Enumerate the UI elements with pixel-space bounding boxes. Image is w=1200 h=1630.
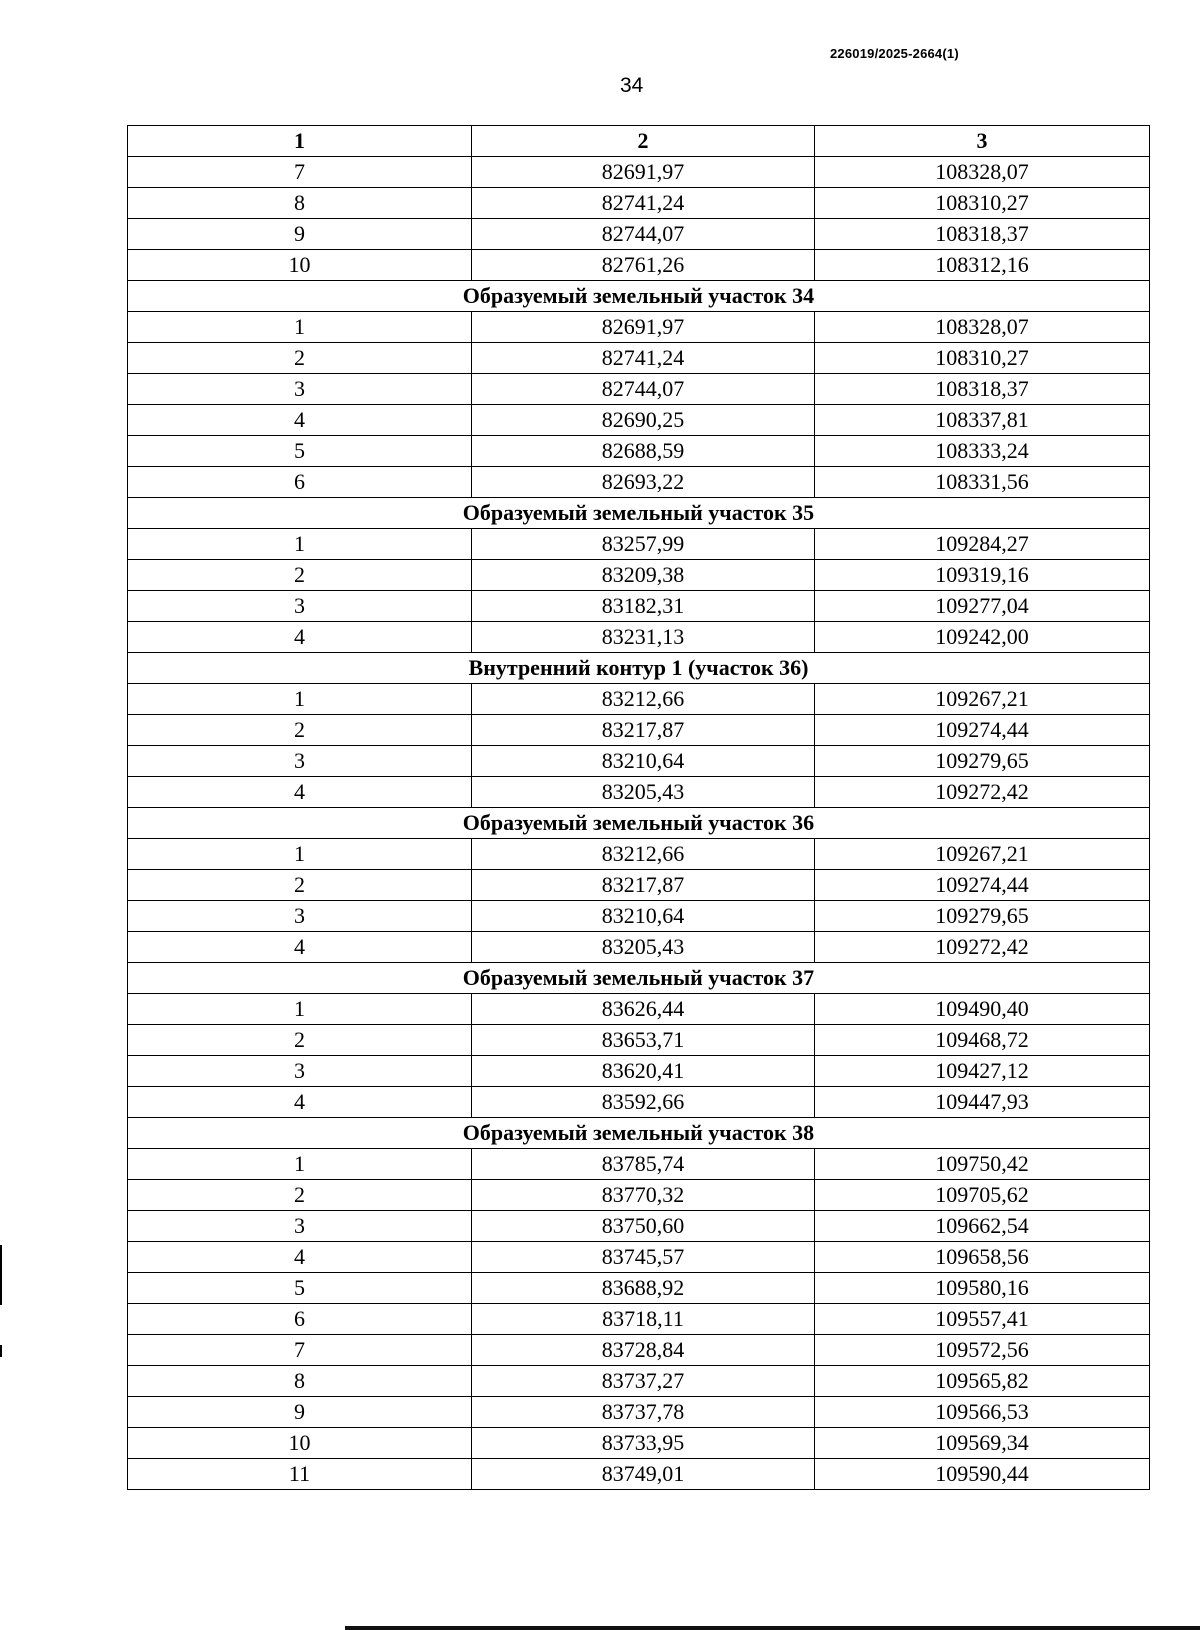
section-row bbox=[128, 963, 1150, 994]
point-number-cell: 1 bbox=[128, 994, 472, 1025]
table-row bbox=[128, 188, 1150, 219]
x-coordinate-cell: 83257,99 bbox=[472, 529, 815, 560]
y-coordinate-cell: 109242,00 bbox=[815, 622, 1150, 653]
x-coordinate-cell: 83688,92 bbox=[472, 1273, 815, 1304]
x-coordinate-cell: 82761,26 bbox=[472, 250, 815, 281]
point-number-cell: 1 bbox=[128, 684, 472, 715]
point-number-cell: 3 bbox=[128, 374, 472, 405]
y-coordinate-cell: 109274,44 bbox=[815, 715, 1150, 746]
x-coordinate-cell: 82741,24 bbox=[472, 188, 815, 219]
table-row bbox=[128, 1459, 1150, 1490]
y-coordinate-cell: 108337,81 bbox=[815, 405, 1150, 436]
point-number-cell: 10 bbox=[128, 1428, 472, 1459]
y-coordinate-cell: 109447,93 bbox=[815, 1087, 1150, 1118]
x-coordinate-cell: 83209,38 bbox=[472, 560, 815, 591]
point-number-cell: 5 bbox=[128, 436, 472, 467]
point-number-cell: 1 bbox=[128, 312, 472, 343]
y-coordinate-cell: 109750,42 bbox=[815, 1149, 1150, 1180]
y-coordinate-cell: 109277,04 bbox=[815, 591, 1150, 622]
point-number-cell: 7 bbox=[128, 157, 472, 188]
point-number-cell: 8 bbox=[128, 188, 472, 219]
point-number-cell: 1 bbox=[128, 1149, 472, 1180]
x-coordinate-cell: 83205,43 bbox=[472, 777, 815, 808]
table-row bbox=[128, 932, 1150, 963]
table-body bbox=[128, 157, 1150, 1490]
point-number-cell: 2 bbox=[128, 343, 472, 374]
section-title: Образуемый земельный участок 37 bbox=[128, 963, 1150, 994]
x-coordinate-cell: 83749,01 bbox=[472, 1459, 815, 1490]
document-registration-number: 226019/2025-2664(1) bbox=[830, 46, 959, 61]
x-coordinate-cell: 83212,66 bbox=[472, 684, 815, 715]
point-number-cell: 4 bbox=[128, 1242, 472, 1273]
x-coordinate-cell: 82741,24 bbox=[472, 343, 815, 374]
x-coordinate-cell: 83210,64 bbox=[472, 746, 815, 777]
section-title: Образуемый земельный участок 34 bbox=[128, 281, 1150, 312]
x-coordinate-cell: 83785,74 bbox=[472, 1149, 815, 1180]
table-row bbox=[128, 1025, 1150, 1056]
y-coordinate-cell: 108328,07 bbox=[815, 157, 1150, 188]
section-title: Образуемый земельный участок 36 bbox=[128, 808, 1150, 839]
y-coordinate-cell: 109279,65 bbox=[815, 746, 1150, 777]
y-coordinate-cell: 109557,41 bbox=[815, 1304, 1150, 1335]
x-coordinate-cell: 83212,66 bbox=[472, 839, 815, 870]
point-number-cell: 4 bbox=[128, 405, 472, 436]
page-number: 34 bbox=[620, 74, 644, 97]
y-coordinate-cell: 109569,34 bbox=[815, 1428, 1150, 1459]
y-coordinate-cell: 109580,16 bbox=[815, 1273, 1150, 1304]
point-number-cell: 3 bbox=[128, 901, 472, 932]
coordinates-table bbox=[127, 125, 1150, 1490]
x-coordinate-cell: 83737,27 bbox=[472, 1366, 815, 1397]
x-coordinate-cell: 83728,84 bbox=[472, 1335, 815, 1366]
table-row bbox=[128, 1211, 1150, 1242]
x-coordinate-cell: 83217,87 bbox=[472, 870, 815, 901]
y-coordinate-cell: 108318,37 bbox=[815, 219, 1150, 250]
x-coordinate-cell: 83205,43 bbox=[472, 932, 815, 963]
point-number-cell: 4 bbox=[128, 1087, 472, 1118]
table-row bbox=[128, 312, 1150, 343]
table-row bbox=[128, 870, 1150, 901]
point-number-cell: 2 bbox=[128, 1180, 472, 1211]
table-row bbox=[128, 374, 1150, 405]
x-coordinate-cell: 83231,13 bbox=[472, 622, 815, 653]
column-header-point-number: 1 bbox=[128, 126, 472, 157]
x-coordinate-cell: 83733,95 bbox=[472, 1428, 815, 1459]
scan-edge-mark bbox=[0, 1245, 2, 1305]
x-coordinate-cell: 83592,66 bbox=[472, 1087, 815, 1118]
y-coordinate-cell: 109565,82 bbox=[815, 1366, 1150, 1397]
y-coordinate-cell: 109490,40 bbox=[815, 994, 1150, 1025]
scan-bottom-edge bbox=[345, 1626, 1200, 1630]
x-coordinate-cell: 83737,78 bbox=[472, 1397, 815, 1428]
table-row bbox=[128, 746, 1150, 777]
table-row bbox=[128, 1273, 1150, 1304]
table-row bbox=[128, 994, 1150, 1025]
section-title: Образуемый земельный участок 35 bbox=[128, 498, 1150, 529]
section-row bbox=[128, 281, 1150, 312]
y-coordinate-cell: 109566,53 bbox=[815, 1397, 1150, 1428]
table-row bbox=[128, 777, 1150, 808]
table-row bbox=[128, 157, 1150, 188]
point-number-cell: 5 bbox=[128, 1273, 472, 1304]
table-row bbox=[128, 405, 1150, 436]
y-coordinate-cell: 109658,56 bbox=[815, 1242, 1150, 1273]
x-coordinate-cell: 83718,11 bbox=[472, 1304, 815, 1335]
x-coordinate-cell: 82744,07 bbox=[472, 219, 815, 250]
table-row bbox=[128, 1056, 1150, 1087]
y-coordinate-cell: 109662,54 bbox=[815, 1211, 1150, 1242]
table-row bbox=[128, 1397, 1150, 1428]
table-row bbox=[128, 1149, 1150, 1180]
point-number-cell: 6 bbox=[128, 467, 472, 498]
x-coordinate-cell: 83217,87 bbox=[472, 715, 815, 746]
y-coordinate-cell: 109468,72 bbox=[815, 1025, 1150, 1056]
table-row bbox=[128, 1428, 1150, 1459]
table-row bbox=[128, 560, 1150, 591]
table-row bbox=[128, 901, 1150, 932]
x-coordinate-cell: 83653,71 bbox=[472, 1025, 815, 1056]
x-coordinate-cell: 82688,59 bbox=[472, 436, 815, 467]
y-coordinate-cell: 108328,07 bbox=[815, 312, 1150, 343]
table-row bbox=[128, 529, 1150, 560]
table-row bbox=[128, 1335, 1150, 1366]
point-number-cell: 3 bbox=[128, 1211, 472, 1242]
y-coordinate-cell: 108312,16 bbox=[815, 250, 1150, 281]
table-row bbox=[128, 1180, 1150, 1211]
table-row bbox=[128, 1242, 1150, 1273]
y-coordinate-cell: 109272,42 bbox=[815, 932, 1150, 963]
table-row bbox=[128, 250, 1150, 281]
table-row bbox=[128, 839, 1150, 870]
section-row bbox=[128, 1118, 1150, 1149]
y-coordinate-cell: 109272,42 bbox=[815, 777, 1150, 808]
y-coordinate-cell: 108333,24 bbox=[815, 436, 1150, 467]
column-header-y: 3 bbox=[815, 126, 1150, 157]
point-number-cell: 1 bbox=[128, 839, 472, 870]
x-coordinate-cell: 82691,97 bbox=[472, 157, 815, 188]
table-row bbox=[128, 1366, 1150, 1397]
y-coordinate-cell: 109319,16 bbox=[815, 560, 1150, 591]
table-row bbox=[128, 684, 1150, 715]
y-coordinate-cell: 109267,21 bbox=[815, 839, 1150, 870]
x-coordinate-cell: 82693,22 bbox=[472, 467, 815, 498]
point-number-cell: 2 bbox=[128, 560, 472, 591]
scan-edge-mark bbox=[0, 1345, 2, 1357]
section-row bbox=[128, 653, 1150, 684]
section-row bbox=[128, 808, 1150, 839]
x-coordinate-cell: 83770,32 bbox=[472, 1180, 815, 1211]
point-number-cell: 4 bbox=[128, 622, 472, 653]
y-coordinate-cell: 108310,27 bbox=[815, 343, 1150, 374]
point-number-cell: 4 bbox=[128, 932, 472, 963]
section-title: Внутренний контур 1 (участок 36) bbox=[128, 653, 1150, 684]
x-coordinate-cell: 82691,97 bbox=[472, 312, 815, 343]
table-row bbox=[128, 591, 1150, 622]
section-row bbox=[128, 498, 1150, 529]
y-coordinate-cell: 109267,21 bbox=[815, 684, 1150, 715]
point-number-cell: 11 bbox=[128, 1459, 472, 1490]
y-coordinate-cell: 109274,44 bbox=[815, 870, 1150, 901]
table-row bbox=[128, 436, 1150, 467]
x-coordinate-cell: 83620,41 bbox=[472, 1056, 815, 1087]
table-header bbox=[128, 126, 1150, 157]
point-number-cell: 10 bbox=[128, 250, 472, 281]
point-number-cell: 3 bbox=[128, 746, 472, 777]
y-coordinate-cell: 108310,27 bbox=[815, 188, 1150, 219]
table-row bbox=[128, 1087, 1150, 1118]
y-coordinate-cell: 109427,12 bbox=[815, 1056, 1150, 1087]
point-number-cell: 3 bbox=[128, 1056, 472, 1087]
section-title: Образуемый земельный участок 38 bbox=[128, 1118, 1150, 1149]
point-number-cell: 3 bbox=[128, 591, 472, 622]
point-number-cell: 1 bbox=[128, 529, 472, 560]
y-coordinate-cell: 109572,56 bbox=[815, 1335, 1150, 1366]
table-row bbox=[128, 219, 1150, 250]
point-number-cell: 8 bbox=[128, 1366, 472, 1397]
column-header-x: 2 bbox=[472, 126, 815, 157]
table-row bbox=[128, 467, 1150, 498]
x-coordinate-cell: 83750,60 bbox=[472, 1211, 815, 1242]
y-coordinate-cell: 109705,62 bbox=[815, 1180, 1150, 1211]
x-coordinate-cell: 83210,64 bbox=[472, 901, 815, 932]
x-coordinate-cell: 82744,07 bbox=[472, 374, 815, 405]
x-coordinate-cell: 83626,44 bbox=[472, 994, 815, 1025]
x-coordinate-cell: 83745,57 bbox=[472, 1242, 815, 1273]
point-number-cell: 4 bbox=[128, 777, 472, 808]
y-coordinate-cell: 108318,37 bbox=[815, 374, 1150, 405]
point-number-cell: 6 bbox=[128, 1304, 472, 1335]
y-coordinate-cell: 109284,27 bbox=[815, 529, 1150, 560]
point-number-cell: 2 bbox=[128, 715, 472, 746]
x-coordinate-cell: 83182,31 bbox=[472, 591, 815, 622]
table-row bbox=[128, 622, 1150, 653]
point-number-cell: 7 bbox=[128, 1335, 472, 1366]
y-coordinate-cell: 109279,65 bbox=[815, 901, 1150, 932]
table-row bbox=[128, 343, 1150, 374]
point-number-cell: 9 bbox=[128, 1397, 472, 1428]
table-row bbox=[128, 1304, 1150, 1335]
table-row bbox=[128, 715, 1150, 746]
point-number-cell: 2 bbox=[128, 870, 472, 901]
point-number-cell: 2 bbox=[128, 1025, 472, 1056]
y-coordinate-cell: 108331,56 bbox=[815, 467, 1150, 498]
x-coordinate-cell: 82690,25 bbox=[472, 405, 815, 436]
point-number-cell: 9 bbox=[128, 219, 472, 250]
y-coordinate-cell: 109590,44 bbox=[815, 1459, 1150, 1490]
header-row bbox=[128, 126, 1150, 157]
